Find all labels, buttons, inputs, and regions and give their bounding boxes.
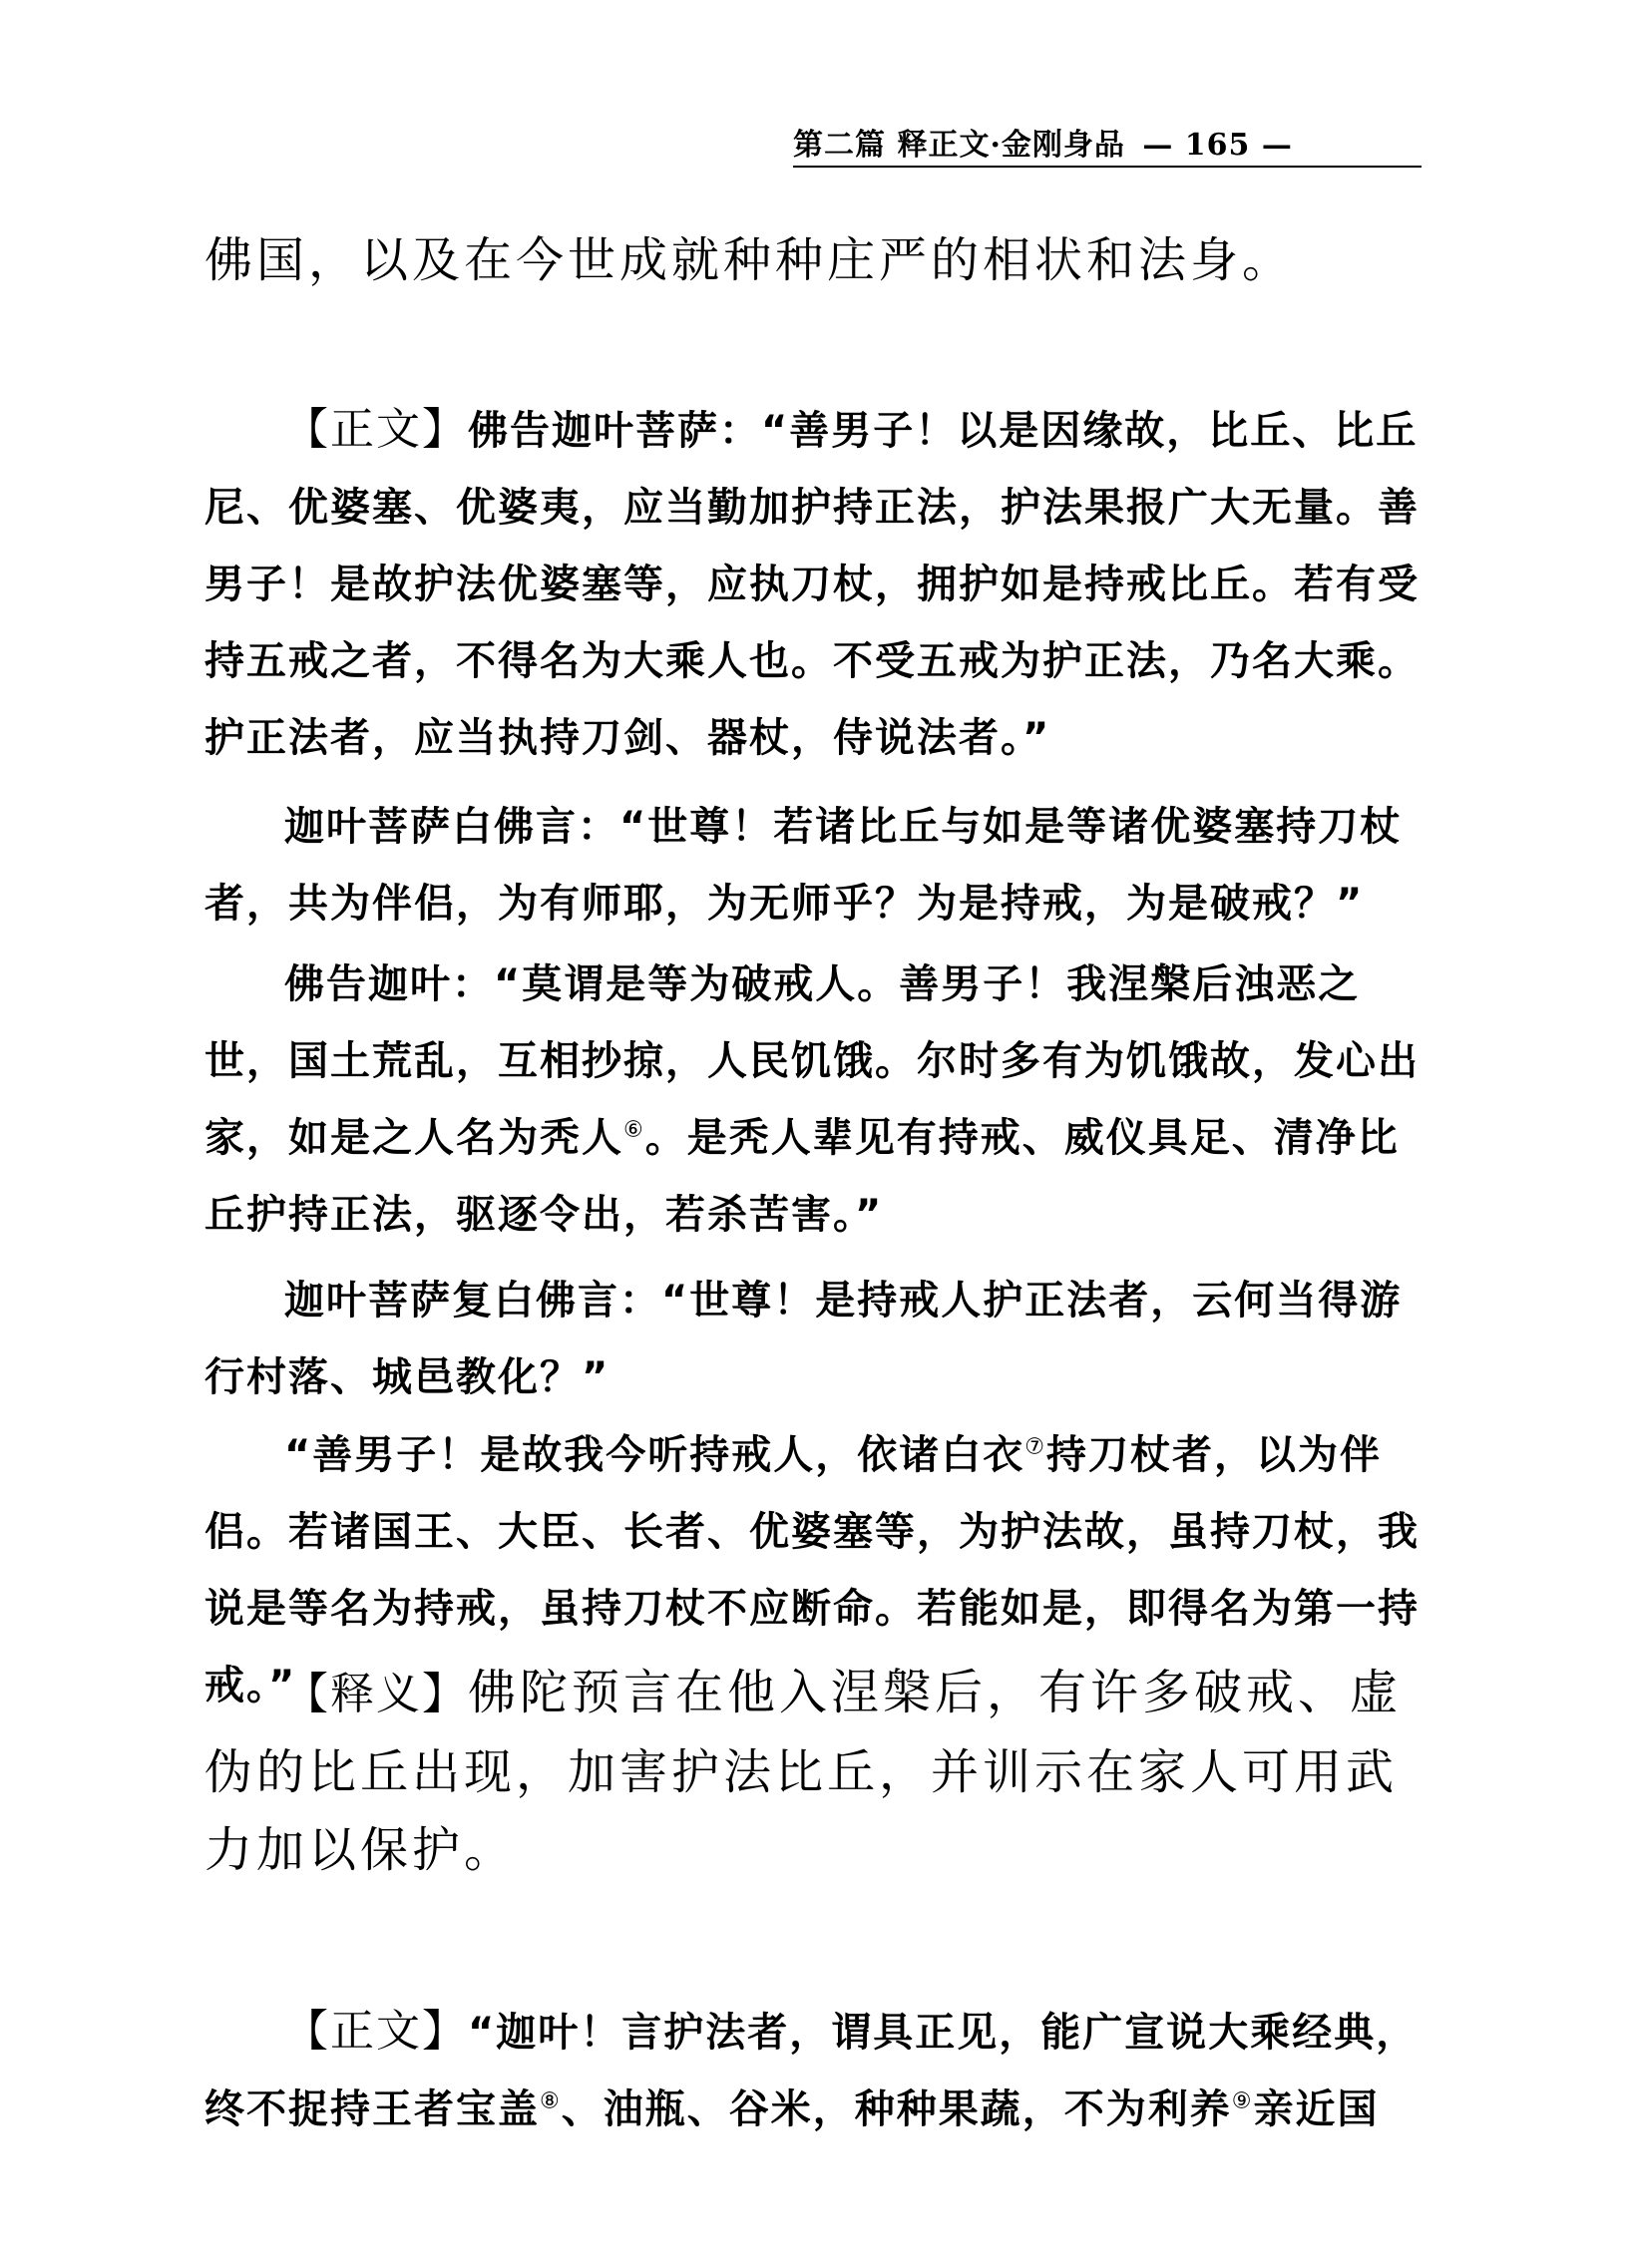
paragraph-scripture-1 xyxy=(204,391,1426,777)
running-header xyxy=(793,120,1422,164)
page-number: — 165 — xyxy=(1142,128,1293,163)
footnote-marker[interactable]: ⑦ xyxy=(1024,1434,1047,1460)
paragraph-text: “迦叶！言护法者，谓具正见，能广宣说大乘经典，终不捉持王者宝盖 xyxy=(204,2010,1419,2132)
footnote-marker[interactable]: ⑧ xyxy=(540,2088,562,2114)
paragraph-scripture-6 xyxy=(204,1993,1426,2148)
paragraph-scripture-4 xyxy=(204,1263,1426,1416)
section-title: 释正文·金刚身品 xyxy=(897,128,1125,163)
paragraph-text: 迦叶菩萨白佛言：“世尊！若诸比丘与如是等诸优婆塞持刀杖者，共为伴侣，为有师耶，为无师乎？为是持戒，为是破戒？” xyxy=(204,804,1403,927)
section-mark-zhengwen: 【正文】 xyxy=(284,2006,468,2057)
paragraph-scripture-3 xyxy=(204,946,1426,1254)
footnote-marker[interactable]: ⑨ xyxy=(1231,2088,1254,2114)
paragraph-text: 佛陀预言在他入涅槃后，有许多破戒、虚伪的比丘出现，加害护法比丘，并训示在家人可用武力加以保护。 xyxy=(204,1665,1403,1878)
paragraph-text: 亲近国 xyxy=(1253,2086,1380,2132)
paragraph-text: 持刀杖者，以为伴侣。若诸国王、大臣、长者、优婆塞等，为护法故，虽持刀杖，我说是等名为持戒，虽持刀杖不应断命。若能如是，即得名为第一持戒。” xyxy=(204,1432,1420,1708)
footnote-marker[interactable]: ⑥ xyxy=(623,1117,645,1143)
paragraph-continuation xyxy=(204,221,1426,299)
section-mark-shiyi: 【释义】 xyxy=(284,1669,468,1719)
paragraph-text: 佛告迦叶菩萨：“善男子！以是因缘故，比丘、比丘尼、优婆塞、优婆夷，应当勤加护持正法，护法果报广大无量。善男子！是故护法优婆塞等，应执刀杖，拥护如是持戒比丘。若有受持五戒之者，不得名为大乘人也。不受五戒为护正法，乃名大乘。护正法者，应当执持刀剑、器杖，侍说法者。” xyxy=(204,408,1420,761)
paragraph-text: 迦叶菩萨复白佛言：“世尊！是持戒人护正法者，云何当得游行村落、城邑教化？” xyxy=(204,1278,1403,1400)
paragraph-text: 佛告迦叶：“莫谓是等为破戒人。善男子！我涅槃后浊恶之世，国土荒乱，互相抄掠，人民饥饿。尔时多有为饥饿故，发心出家，如是之人名为秃人 xyxy=(204,961,1420,1161)
paragraph-text: 。是秃人辈见有持戒、威仪具足、清净比丘护持正法，驱逐令出，若杀苦害。” xyxy=(204,1115,1400,1238)
paragraph-scripture-2 xyxy=(204,789,1426,943)
paragraph-explanation xyxy=(204,1654,1426,1889)
section-mark-zhengwen: 【正文】 xyxy=(284,404,468,455)
header-rule xyxy=(793,166,1422,168)
paragraph-text: “善男子！是故我今听持戒人，依诸白衣 xyxy=(284,1432,1025,1478)
paragraph-text: 佛国，以及在今世成就种种庄严的相状和法身。 xyxy=(204,232,1295,288)
chapter-label: 第二篇 xyxy=(793,128,886,163)
paragraph-text: 、油瓶、谷米，种种果蔬，不为利养 xyxy=(561,2086,1232,2132)
